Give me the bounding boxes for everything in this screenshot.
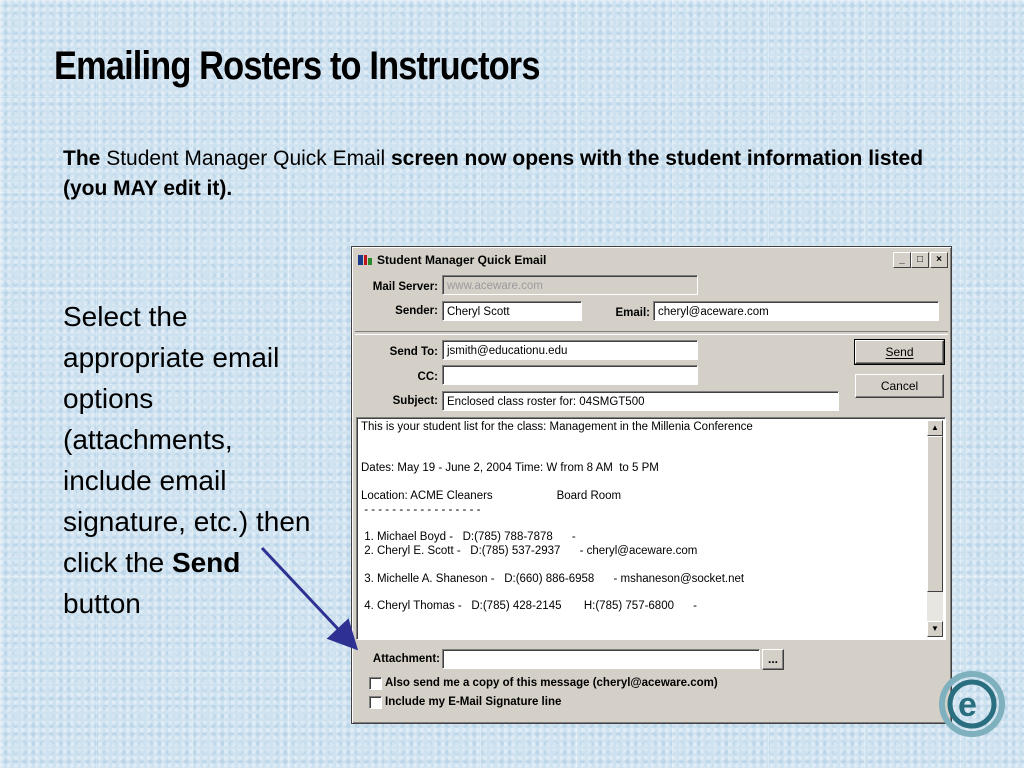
copy-checkbox-label[interactable]: Also send me a copy of this message (cheryl@aceware.com) — [385, 677, 718, 689]
message-body[interactable] — [356, 417, 946, 640]
cc-field[interactable] — [442, 365, 698, 385]
signature-checkbox[interactable] — [369, 696, 382, 709]
signature-checkbox-label[interactable]: Include my E-Mail Signature line — [385, 696, 562, 708]
send-to-field[interactable]: jsmith@educationu.edu — [442, 340, 698, 360]
mail-server-label: Mail Server: — [372, 281, 438, 293]
instruction-text — [63, 296, 323, 624]
maximize-button[interactable]: □ — [911, 252, 929, 268]
email-label: Email: — [615, 307, 650, 319]
app-icon — [357, 253, 373, 267]
subject-field[interactable]: Enclosed class roster for: 04SMGT500 — [442, 391, 839, 411]
minimize-button[interactable]: _ — [893, 252, 911, 268]
subject-label: Subject: — [392, 395, 438, 407]
instruction-end: button — [63, 588, 141, 619]
instruction-bold: Send — [171, 547, 241, 578]
intro-screen-name: Student Manager Quick Email — [106, 147, 386, 170]
close-button[interactable]: × — [930, 252, 948, 268]
send-button[interactable] — [855, 340, 944, 364]
quick-email-window — [351, 246, 952, 724]
slide-intro — [63, 144, 943, 204]
sender-label: Sender: — [395, 305, 438, 317]
logo-icon — [936, 658, 1016, 758]
window-title: Student Manager Quick Email — [377, 253, 547, 267]
mail-server-field: www.aceware.com — [442, 275, 698, 295]
instruction-main: Select the appropriate email options (attachments, include email signature, etc.) then click the — [63, 301, 311, 578]
svg-text:e: e — [958, 686, 977, 724]
browse-button[interactable]: ... — [762, 649, 784, 670]
cc-label: CC: — [417, 371, 438, 383]
cancel-button[interactable] — [855, 374, 944, 398]
attachment-field[interactable] — [442, 649, 760, 669]
window-titlebar[interactable] — [355, 250, 948, 270]
slide-title: Emailing Rosters to Instructors — [54, 44, 540, 88]
attachment-label: Attachment: — [372, 653, 440, 665]
intro-prefix: The — [63, 147, 101, 170]
email-field[interactable]: cheryl@aceware.com — [653, 301, 939, 321]
send-button-label: Send — [885, 345, 914, 359]
intro-suffix: screen now opens with the student information listed (you MAY edit it). — [63, 147, 924, 200]
copy-checkbox[interactable] — [369, 677, 382, 690]
message-text[interactable]: This is your student list for the class: Management in the Millenia Conference Dates: May 19 - June 2, 2004 Time: W from 8 AM to 5 PM Location: ACME Cleaners Board Room - - - - - - - - - - - - - - - - - 1. Michael Boyd - D:(785) 788-7878 - 2. Cheryl E. Scott - D:(785) 537-2937 - cheryl@aceware.com 3. Michelle A. Shaneson - D:(660) 886-6958 - mshaneson@socket.net 4. Cheryl Thomas - D:(785) 428-2145 H:(785) 757-6800 - — [361, 421, 753, 613]
vertical-scrollbar[interactable] — [927, 420, 943, 637]
scroll-thumb[interactable] — [927, 436, 943, 592]
separator — [355, 331, 948, 335]
scroll-up-icon[interactable]: ▲ — [927, 420, 943, 436]
cancel-button-label: Cancel — [880, 379, 919, 393]
scroll-down-icon[interactable]: ▼ — [927, 621, 943, 637]
sender-field[interactable]: Cheryl Scott — [442, 301, 582, 321]
send-to-label: Send To: — [389, 346, 438, 358]
